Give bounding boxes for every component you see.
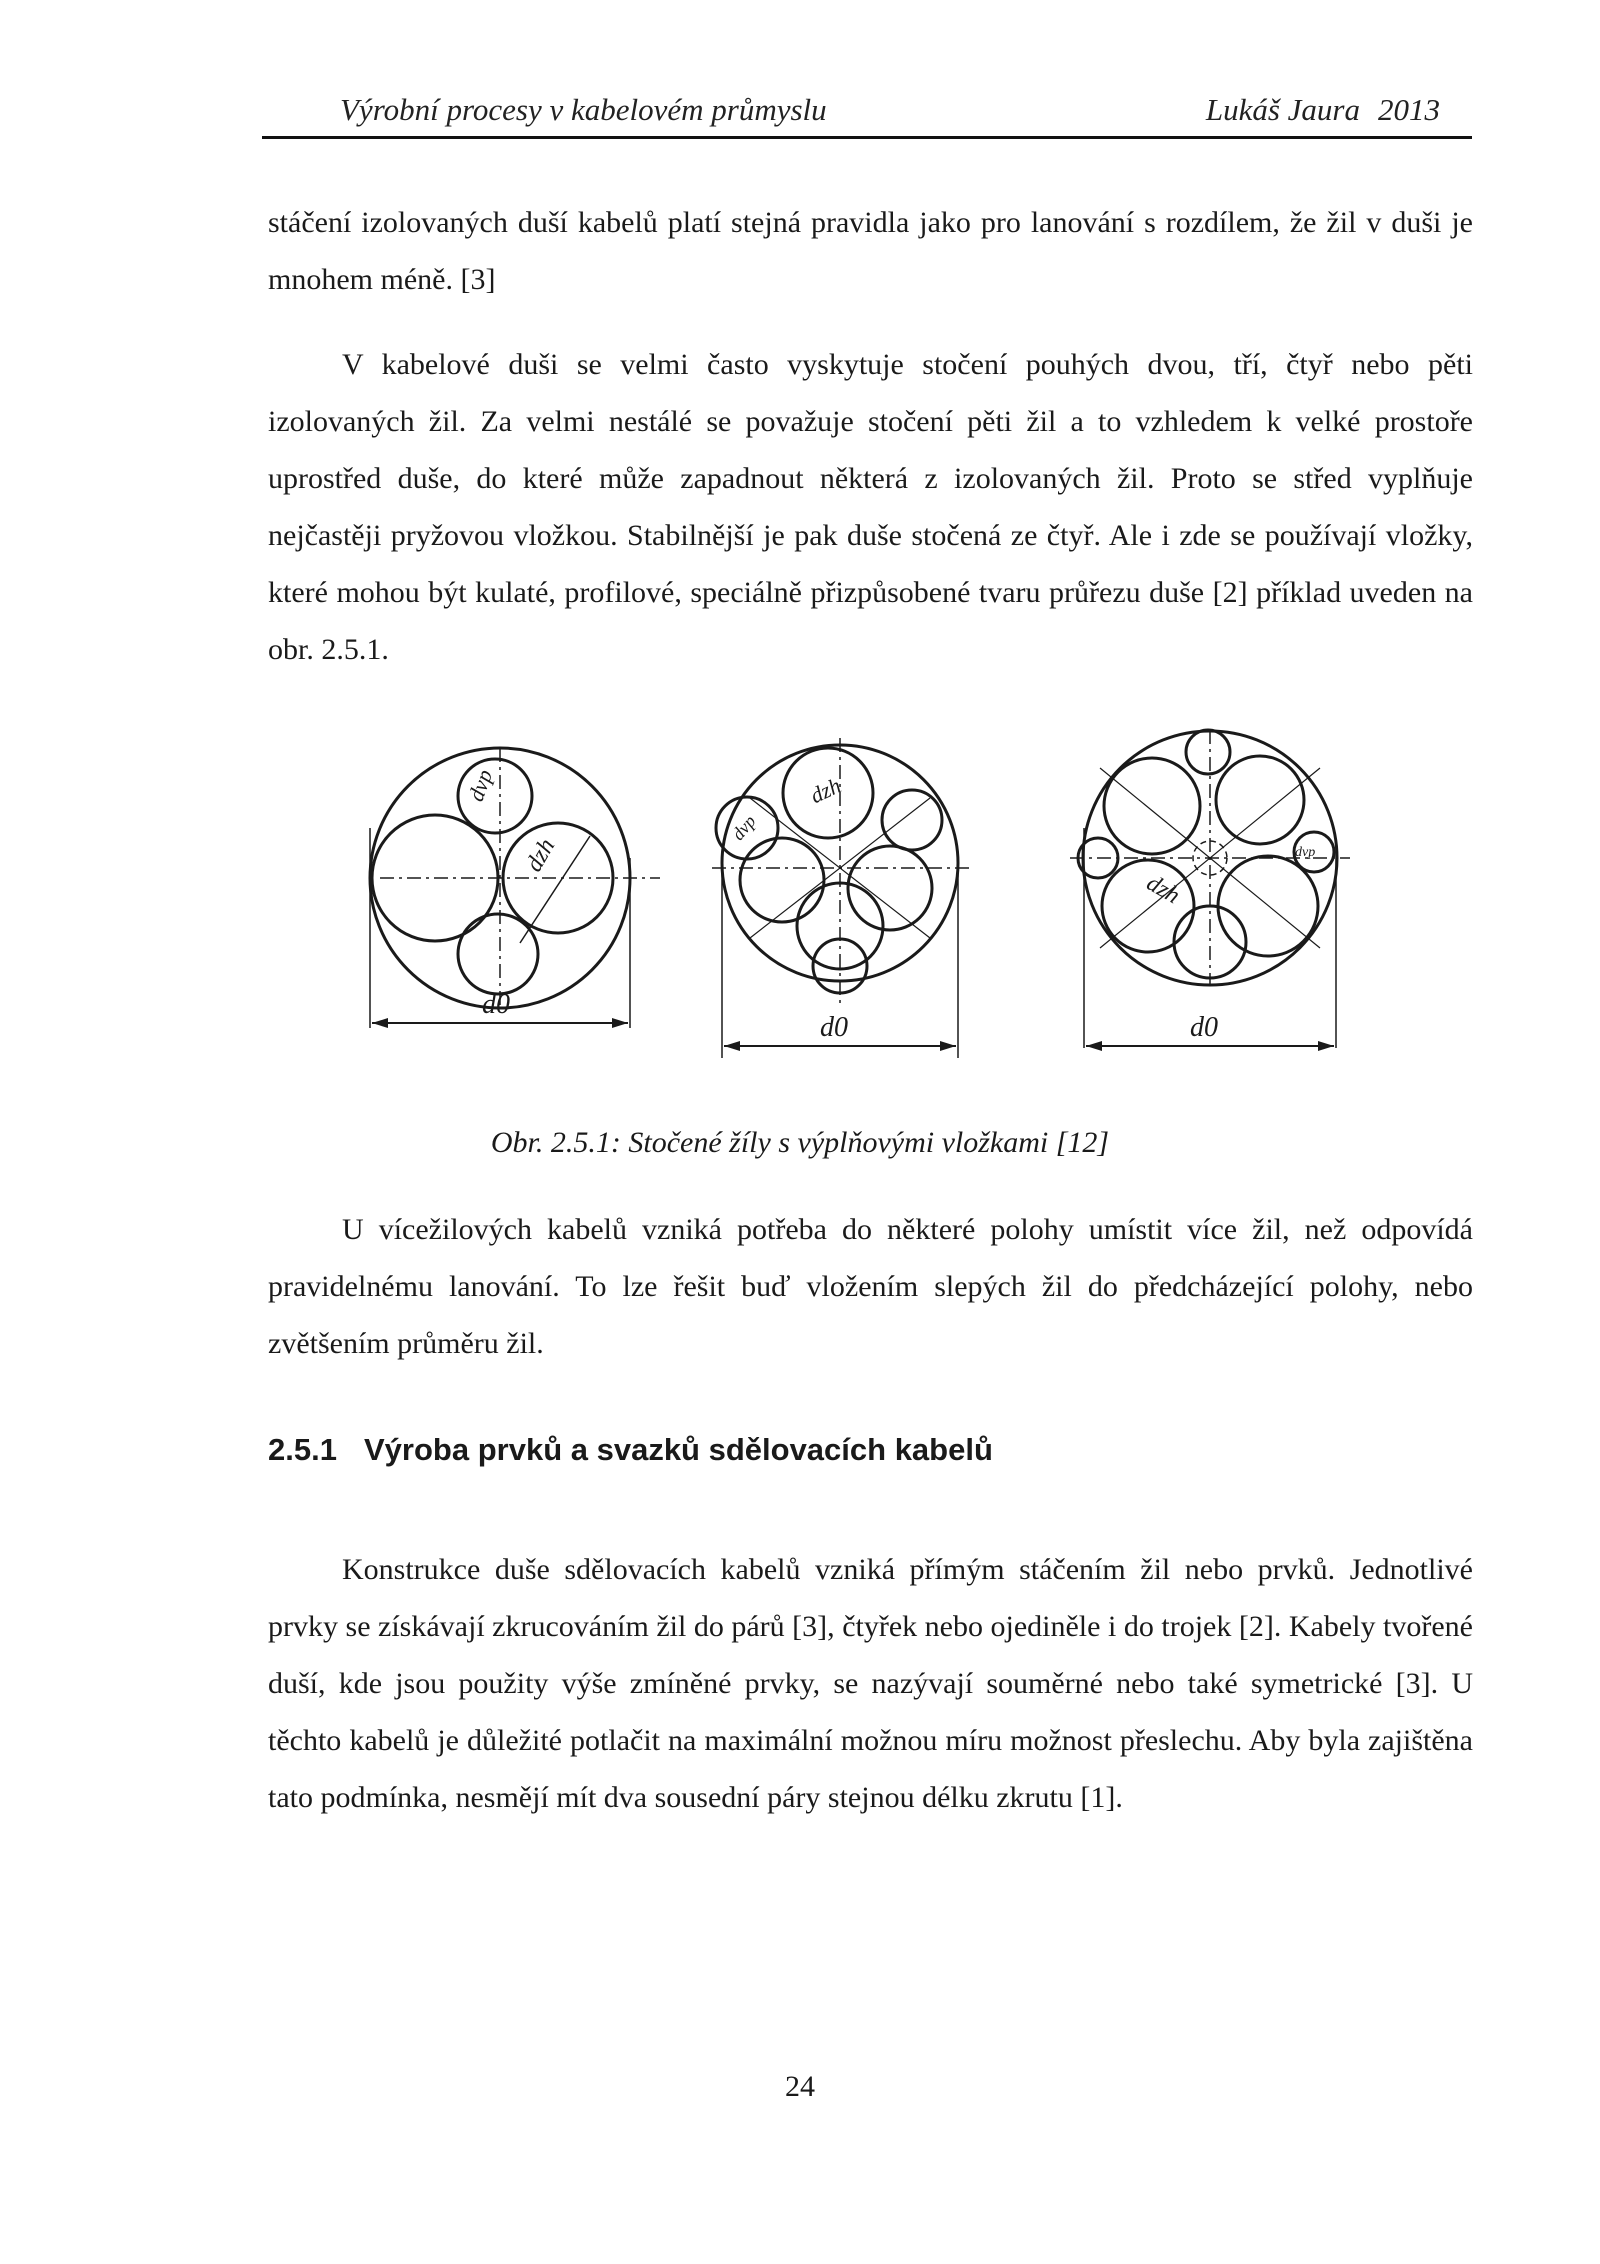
figure-drawing <box>360 728 1400 1098</box>
label-d0-1: d0 <box>482 989 510 1020</box>
paragraph-cable-core: V kabelové duši se velmi často vyskytuje stočení pouhých dvou, tří, čtyř nebo pěti izolovaných žil. Za velmi nestálé se považuje stočení pěti žil a to vzhledem k velké prostoře uprostřed duše, do které může zapadnout některá z izolovaných žil. Proto se střed vyplňuje nejčastěji pryžovou vložkou. Stabilnější je pak duše stočená ze čtyř. Ale i zde se používají vložky, které mohou být kulaté, profilové, speciálně přizpůsobené tvaru průřezu duše [2] příklad uveden na obr. 2.5.1. <box>268 348 1473 666</box>
header-year: 2013 <box>1378 92 1440 127</box>
header-author: Lukáš Jaura <box>1205 92 1360 127</box>
label-dzh-3: dzh <box>1142 870 1185 910</box>
label-d0-2: d0 <box>820 1012 848 1043</box>
diagram-three-cores <box>370 748 660 1028</box>
label-dvp-2: dvp <box>727 811 760 844</box>
label-dzh-1: dzh <box>521 834 561 877</box>
label-dzh-2: dzh <box>806 772 845 809</box>
header-title: Výrobní procesy v kabelovém průmyslu <box>340 92 827 127</box>
page-header <box>262 90 1472 139</box>
section-heading <box>268 1432 993 1468</box>
paragraph-multicore: U vícežilových kabelů vzniká potřeba do některé polohy umístit více žil, než odpovídá pravidelnému lanování. To lze řešit buď vložením slepých žil do předcházející polohy, nebo zvětšením průměru žil. <box>268 1213 1473 1360</box>
figure-caption: Obr. 2.5.1: Stočené žíly s výplňovými vložkami [12] <box>490 1126 1110 1159</box>
figure-twisted-cores <box>360 728 1400 1098</box>
diagram-four-cores <box>712 738 970 1058</box>
diagram-five-cores <box>1070 730 1350 1051</box>
page-number: 24 <box>785 2070 815 2103</box>
label-d0-3: d0 <box>1190 1012 1218 1043</box>
header-author-year <box>1188 92 1440 128</box>
section-number: 2.5.1 <box>268 1432 337 1467</box>
paragraph-continuation: stáčení izolovaných duší kabelů platí stejná pravidla jako pro lanování s rozdílem, že žil v duši je mnohem méně. [3] <box>268 206 1473 296</box>
section-title: Výroba prvků a svazků sdělovacích kabelů <box>364 1432 993 1467</box>
label-dvp-1: dvp <box>462 766 498 805</box>
label-dvp-3: dvp <box>1295 845 1316 860</box>
paragraph-telecom-cables: Konstrukce duše sdělovacích kabelů vzniká přímým stáčením žil nebo prvků. Jednotlivé prvky se získávají zkrucováním žil do párů [3], čtyřek nebo ojediněle i do trojek [2]. Kabely tvořené duší, kde jsou použity výše zmíněné prvky, se nazývají souměrné nebo také symetrické [3]. U těchto kabelů je důležité potlačit na maximální možnou míru možnost přeslechu. Aby byla zajištěna tato podmínka, nesmějí mít dva sousední páry stejnou délku zkrutu [1]. <box>268 1553 1473 1814</box>
